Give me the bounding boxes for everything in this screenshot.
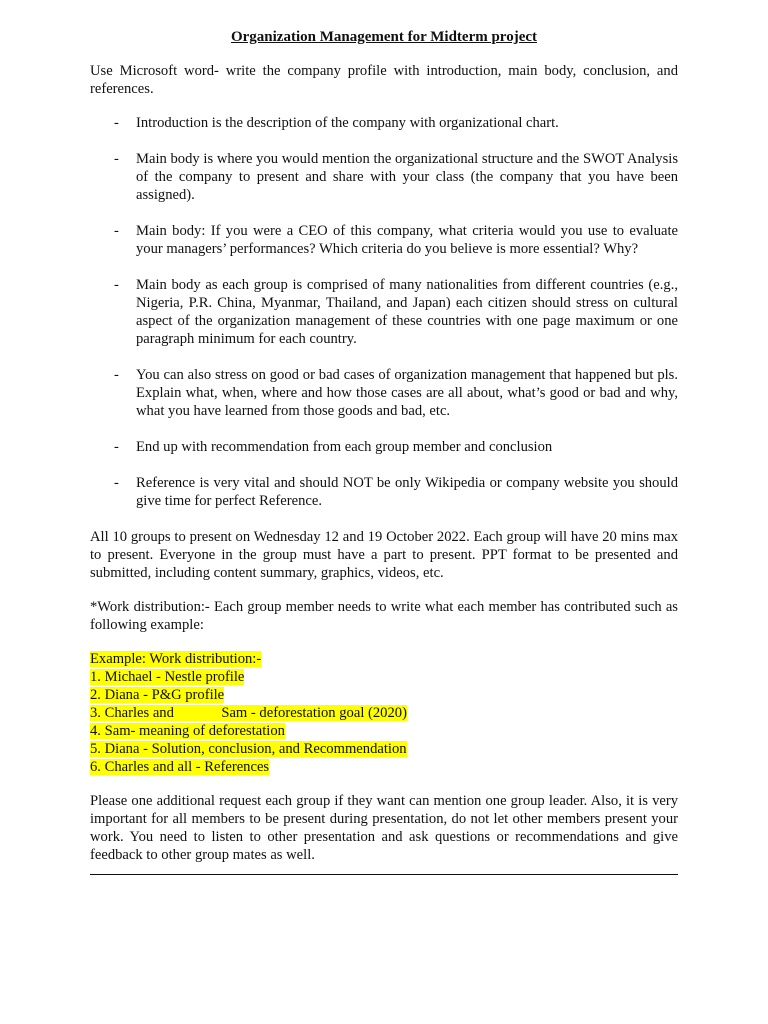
- bullet-dash: -: [114, 439, 119, 455]
- example-line: [90, 668, 678, 686]
- list-item: [90, 222, 678, 258]
- bullet-dash: -: [114, 223, 119, 239]
- highlighted-text: 2. Diana - P&G profile: [90, 687, 225, 703]
- list-item: [90, 366, 678, 420]
- requirements-list: [90, 114, 678, 510]
- list-item-text: End up with recommendation from each group member and conclusion: [136, 439, 553, 455]
- closing-paragraph: Please one additional request each group if they want can mention one group leader. Also, it is very important for all members to be present during presentation, do not let other members present your work. You need to listen to other presentation and ask questions or recommendations and give feedback to other group mates as well.: [90, 793, 678, 863]
- list-item-text: Introduction is the description of the company with organizational chart.: [136, 115, 559, 131]
- work-distribution-paragraph: *Work distribution:- Each group member needs to write what each member has contributed such as following example:: [90, 599, 678, 633]
- presentation-paragraph: All 10 groups to present on Wednesday 12 and 19 October 2022. Each group will have 20 mins max to present. Everyone in the group must have a part to present. PPT format to be presented and submitted, including content summary, graphics, videos, etc.: [90, 529, 678, 581]
- work-distribution-example: [90, 650, 678, 776]
- bullet-dash: -: [114, 277, 119, 293]
- list-item: [90, 474, 678, 510]
- highlighted-text: 5. Diana - Solution, conclusion, and Recommendation: [90, 741, 407, 757]
- example-heading: [90, 650, 678, 668]
- example-line: [90, 740, 678, 758]
- list-item-text: You can also stress on good or bad cases of organization management that happened but pls. Explain what, when, where and how those cases are all about, what’s good or bad and why, what you have learned from those goods and bad, etc.: [136, 367, 678, 419]
- document-title: Organization Management for Midterm project: [230, 29, 538, 45]
- list-item-text: Main body is where you would mention the organizational structure and the SWOT Analysis of the company to present and share with your class (the company that you have been assigned).: [136, 151, 678, 203]
- list-item: [90, 438, 678, 456]
- bullet-dash: -: [114, 151, 119, 167]
- list-item: [90, 276, 678, 348]
- document-page: [90, 28, 678, 875]
- example-line: [90, 758, 678, 776]
- highlighted-text: 4. Sam- meaning of deforestation: [90, 723, 285, 739]
- example-line: [90, 722, 678, 740]
- list-item: [90, 150, 678, 204]
- list-item: [90, 114, 678, 132]
- bullet-dash: -: [114, 115, 119, 131]
- example-line: [90, 686, 678, 704]
- bullet-dash: -: [114, 475, 119, 491]
- list-item-text: Reference is very vital and should NOT be only Wikipedia or company website you should give time for perfect Reference.: [136, 475, 678, 509]
- highlighted-text: 1. Michael - Nestle profile: [90, 669, 245, 685]
- example-line: [90, 704, 678, 722]
- list-item-text: Main body as each group is comprised of many nationalities from different countries (e.g., Nigeria, P.R. China, Myanmar, Thailand, and Japan) each citizen should stress on cultural aspect of the organization management of these countries with one page maximum or one paragraph minimum for each country.: [136, 277, 678, 347]
- intro-paragraph: Use Microsoft word- write the company profile with introduction, main body, conclusion, and references.: [90, 63, 678, 97]
- highlighted-text: 3. Charles and Sam - deforestation goal (2020): [90, 705, 407, 721]
- highlighted-text: Example: Work distribution:-: [90, 651, 262, 667]
- highlighted-text: 6. Charles and all - References: [90, 759, 270, 775]
- bullet-dash: -: [114, 367, 119, 383]
- bottom-rule: [90, 874, 678, 875]
- list-item-text: Main body: If you were a CEO of this company, what criteria would you use to evaluate your managers’ performances? Which criteria do you believe is more essential? Why?: [136, 223, 678, 257]
